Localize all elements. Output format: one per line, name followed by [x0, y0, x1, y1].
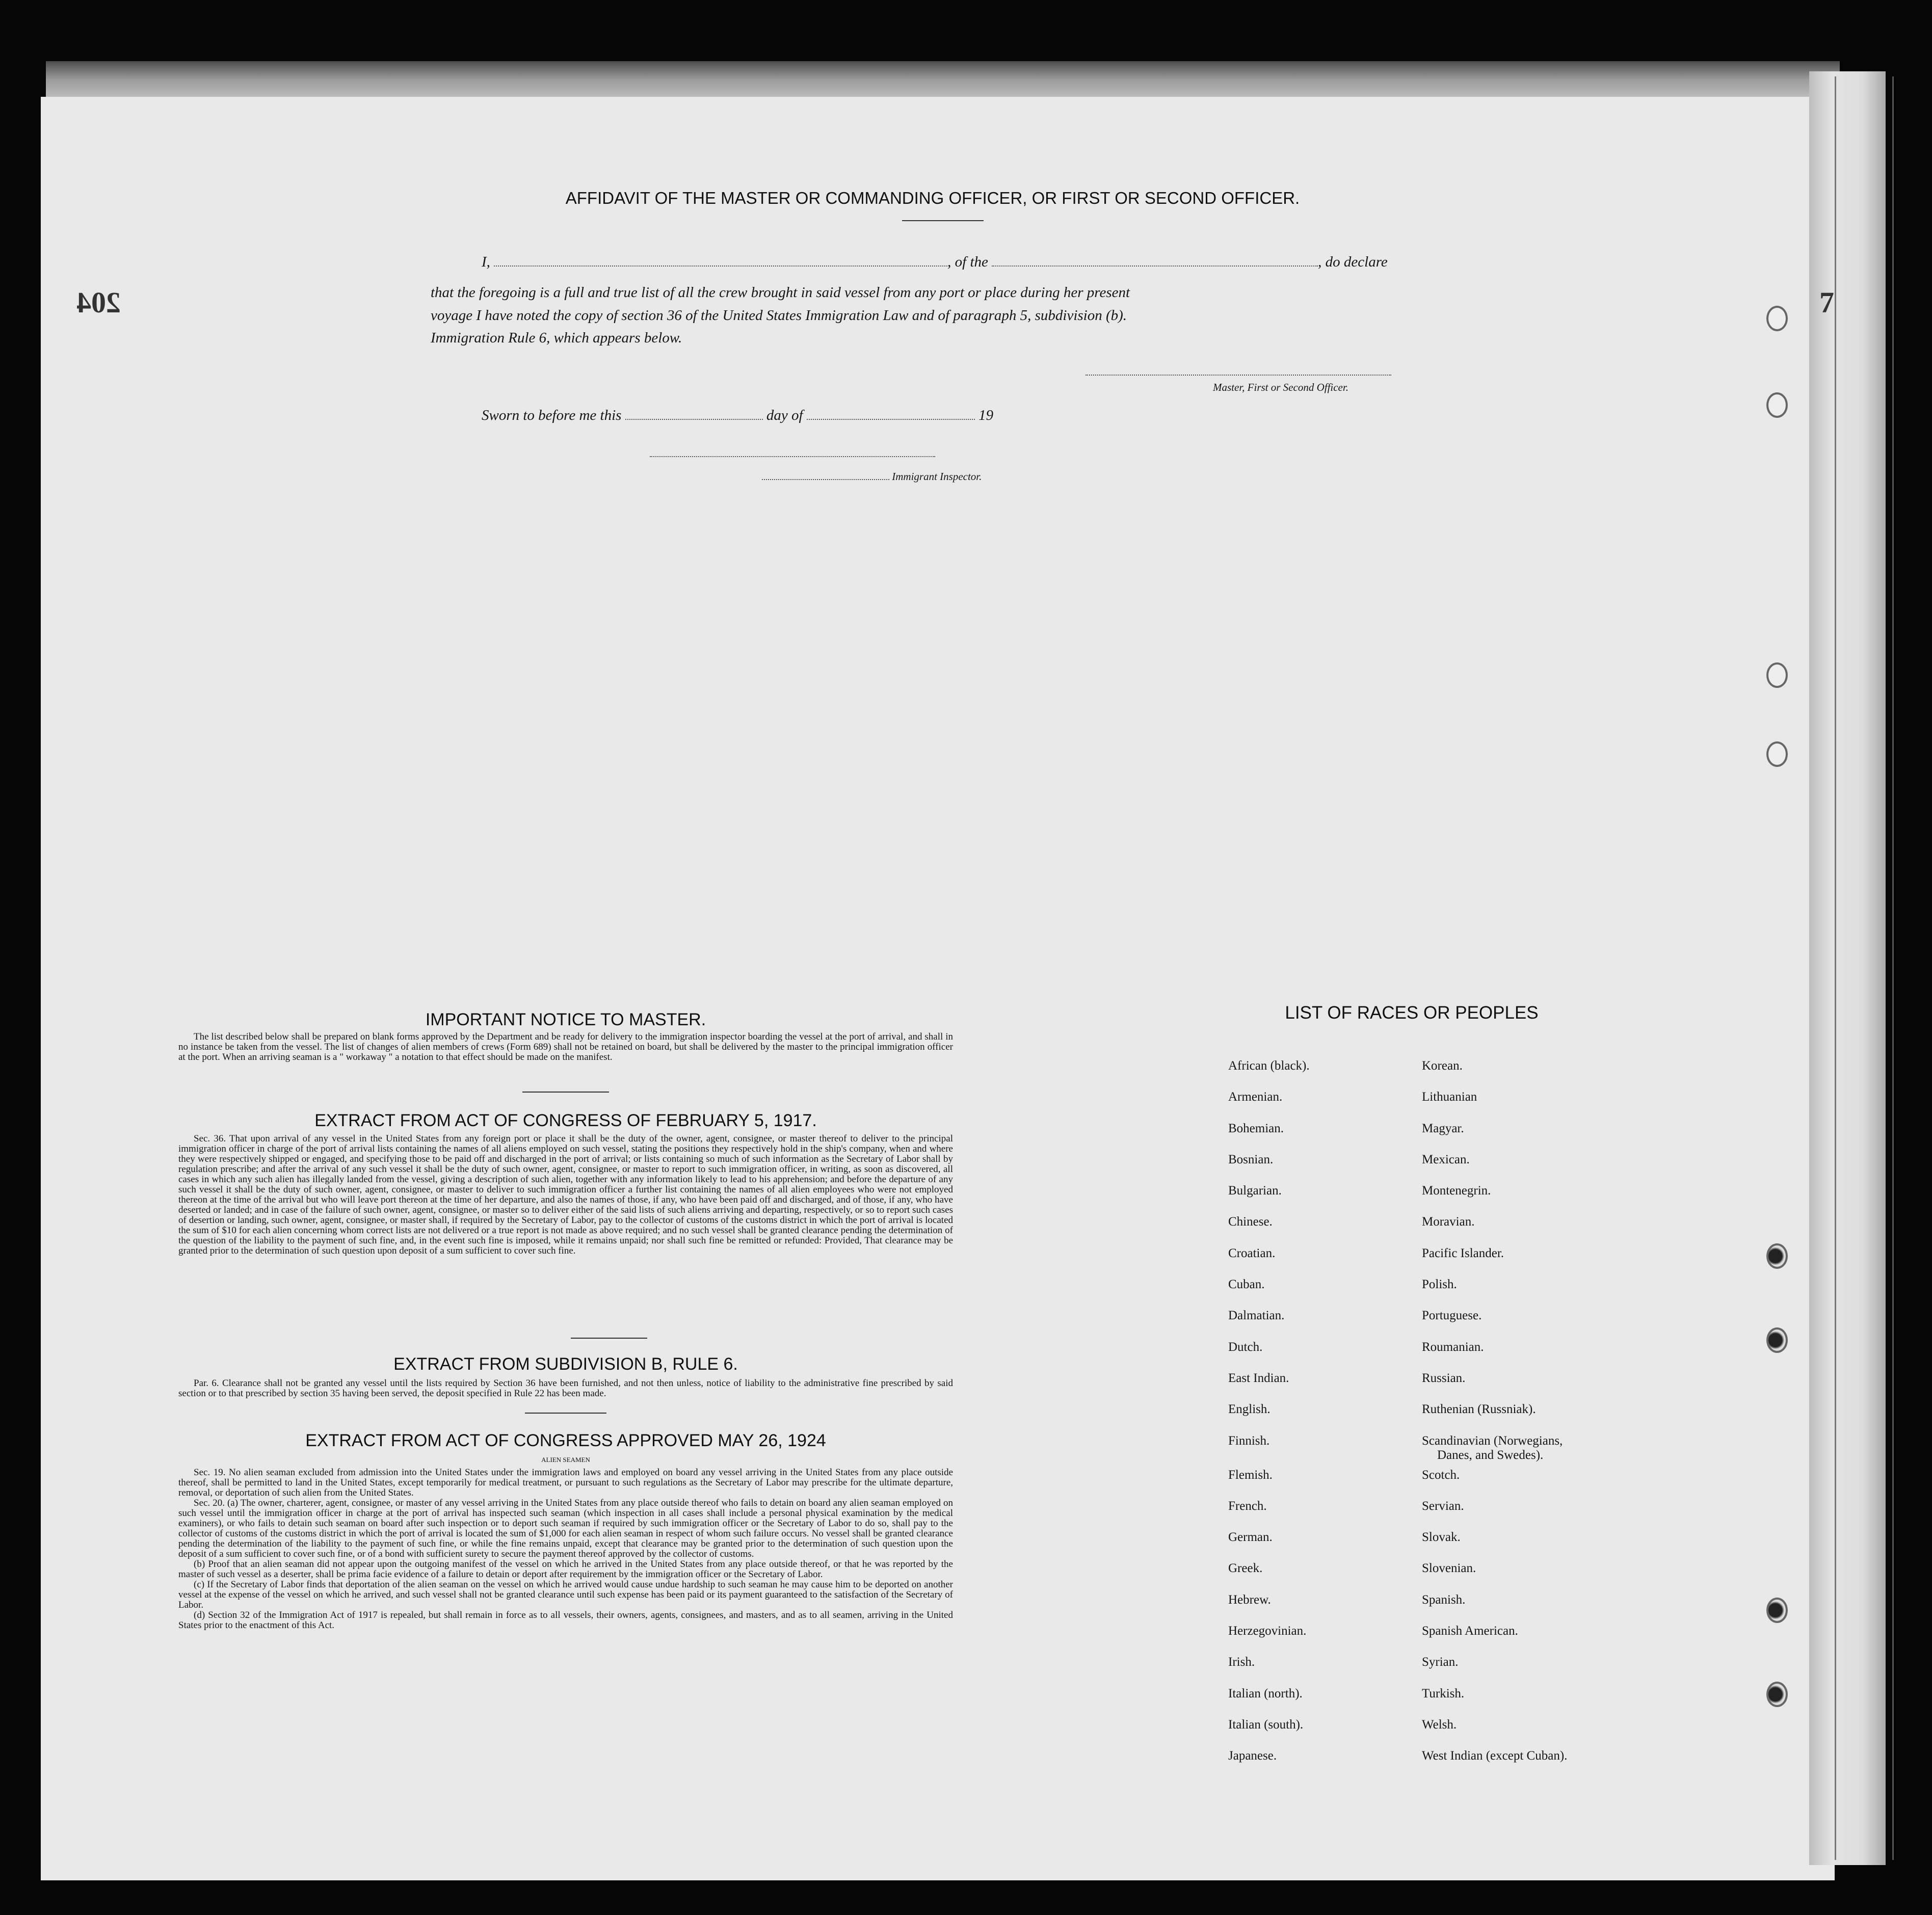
page-number-right: 7 [1819, 286, 1834, 319]
notice-paragraph: The list described below shall be prepared on blank forms approved by the Department and be ready for delivery to the immigration inspector boarding the vessel at the port of arrival, and shall in no instance be taken from the vessel. The list of changes of alien members of crews (Form 689) shall not be retained on board, but shall be delivered by the master to the principal immigration officer at the port. When an arriving seaman is a " workaway " a notation to that effect should be made on the manifest. [178, 1031, 953, 1062]
race-item: Dalmatian. [1228, 1309, 1285, 1323]
declare-label: , do declare [1318, 254, 1388, 270]
race-item: Slovak. [1422, 1530, 1461, 1545]
race-item: Turkish. [1422, 1686, 1465, 1700]
binding-hole [1766, 1598, 1788, 1623]
race-item: Greek. [1228, 1561, 1263, 1576]
race-item: German. [1228, 1530, 1273, 1545]
inspector-blank[interactable] [762, 470, 889, 480]
race-item: Pacific Islander. [1422, 1246, 1504, 1260]
extract-rule6-title: EXTRACT FROM SUBDIVISION B, RULE 6. [393, 1354, 738, 1374]
day-of-label: day of [766, 407, 803, 423]
race-item: Welsh. [1422, 1717, 1457, 1732]
race-item: Irish. [1228, 1655, 1255, 1669]
title-rule [902, 220, 984, 221]
page-number-left: 204 [76, 286, 121, 319]
race-item: Herzegovinian. [1228, 1624, 1307, 1638]
race-item: Italian (south). [1228, 1717, 1304, 1732]
inspector-signature [762, 470, 982, 483]
race-item: Spanish American. [1422, 1624, 1518, 1638]
section-rule [522, 1092, 609, 1093]
race-item: Polish. [1422, 1278, 1457, 1292]
race-item: Ruthenian (Russniak). [1422, 1402, 1536, 1417]
alien-seamen-subtitle: ALIEN SEAMEN [541, 1456, 590, 1464]
sec-19-paragraph: Sec. 19. No alien seaman excluded from admission into the United States under the immigration laws and employed on board any vessel arriving in the United States from any place outside thereof, shall be permitted to land in the United States, except temporarily for medical treatment, or pursuant to such regulations as the Secretary of Labor may prescribe for the ultimate departure, removal, or deportation of such alien from the United States. [178, 1467, 953, 1498]
notice-title: IMPORTANT NOTICE TO MASTER. [425, 1010, 706, 1029]
adjacent-page-border [1835, 76, 1894, 1860]
extract-1917-title: EXTRACT FROM ACT OF CONGRESS OF FEBRUARY 5, 1917. [314, 1111, 817, 1130]
race-item: Scandinavian (Norwegians, [1422, 1433, 1563, 1448]
inspector-caption: Immigrant Inspector. [892, 470, 982, 483]
race-item: Magyar. [1422, 1121, 1464, 1135]
sec-20c-paragraph: (c) If the Secretary of Labor finds that deportation of the alien seaman on the vessel on which he arrived would cause undue hardship to such seaman he may cause him to be deported on another vessel at the expense of the vessel on which he arrived, and such vessel shall not be granted clearance until such expense has been paid or its payment guaranteed to the satisfaction of the Secretary of Labor. [178, 1579, 953, 1610]
binding-hole [1766, 392, 1788, 418]
affidavit-line-2: that the foregoing is a full and true list of all the crew brought in said vessel from any port or place during her present [431, 284, 1130, 301]
races-left-column [1228, 1059, 1412, 1780]
race-item: Mexican. [1422, 1152, 1470, 1166]
race-item: Slovenian. [1422, 1561, 1476, 1576]
race-item: Scotch. [1422, 1468, 1460, 1482]
race-item: Armenian. [1228, 1090, 1283, 1104]
race-item: French. [1228, 1499, 1267, 1513]
sec-20d-paragraph: (d) Section 32 of the Immigration Act of 1917 is repealed, but shall remain in force as to all vessels, their owners, agents, consignees, and masters, and as to all seamen, arriving in the United States prior to the enactment of this Act. [178, 1610, 953, 1631]
section-rule [571, 1338, 647, 1339]
race-item: Syrian. [1422, 1655, 1459, 1669]
race-item: Italian (north). [1228, 1686, 1303, 1700]
of-the-label: , of the [947, 254, 988, 270]
race-item: Roumanian. [1422, 1340, 1484, 1354]
race-item: English. [1228, 1402, 1271, 1417]
race-item: Lithuanian [1422, 1090, 1477, 1104]
race-item: Montenegrin. [1422, 1184, 1491, 1198]
sworn-month-blank[interactable] [807, 407, 975, 420]
race-item: Bulgarian. [1228, 1184, 1282, 1198]
year-label: 19 [978, 407, 994, 423]
race-item-continuation: Danes, and Swedes). [1437, 1448, 1544, 1462]
race-item: West Indian (except Cuban). [1422, 1749, 1568, 1763]
race-item: Croatian. [1228, 1246, 1276, 1260]
master-signature-line[interactable] [1086, 375, 1391, 376]
race-item: Spanish. [1422, 1592, 1466, 1607]
master-signature-caption: Master, First or Second Officer. [1213, 381, 1348, 393]
binding-hole [1766, 741, 1788, 767]
races-right-column [1422, 1059, 1636, 1780]
notice-text [178, 1032, 953, 1062]
binding-hole [1766, 1327, 1788, 1353]
par-6-paragraph: Par. 6. Clearance shall not be granted any vessel until the lists required by Section 36 have been furnished, and not then unless, notice of liability to the administrative fine prescribed by said section or to that prescribed by section 35 having been served, the deposit specified in Rule 22 has been made. [178, 1378, 953, 1399]
affidavit-i-label: I, [482, 254, 490, 270]
sworn-label: Sworn to before me this [482, 407, 622, 423]
race-item: Cuban. [1228, 1278, 1265, 1292]
race-item: Chinese. [1228, 1215, 1273, 1229]
affidavit-line-4: Immigration Rule 6, which appears below. [431, 330, 682, 346]
race-item: Japanese. [1228, 1749, 1277, 1763]
binding-hole [1766, 306, 1788, 331]
inspector-line-top[interactable] [650, 456, 935, 457]
vessel-blank[interactable] [992, 253, 1318, 267]
binding-hole [1766, 662, 1788, 688]
race-item: Moravian. [1422, 1215, 1475, 1229]
race-item: Hebrew. [1228, 1592, 1271, 1607]
binding-hole [1766, 1243, 1788, 1269]
race-item: Russian. [1422, 1371, 1466, 1385]
race-item: Servian. [1422, 1499, 1464, 1513]
race-item: East Indian. [1228, 1371, 1289, 1385]
race-item-scandinavian [1422, 1434, 1636, 1468]
extract-rule6-text [178, 1378, 953, 1399]
race-item: African (black). [1228, 1059, 1310, 1073]
race-item: Korean. [1422, 1059, 1463, 1073]
races-title: LIST OF RACES OR PEOPLES [1285, 1003, 1539, 1023]
name-blank[interactable] [494, 253, 947, 267]
sec-20a-paragraph: Sec. 20. (a) The owner, charterer, agent, consignee, or master of any vessel arriving in the United States from any place outside thereof who fails to detain on board any alien seaman employed on such vessel until the immigration officer in charge at the port of arrival has inspected such seaman (which inspection in all cases shall include a personal physical examination by the medical examiners), or who fails to detain such seaman on board after such inspection or to deport such seaman if required by such immigration officer or the Secretary of Labor to do so, shall pay to the collector of customs of the customs district in which the port of arrival is located the sum of $1,000 for each alien seaman in respect of whom such failure occurs. No vessel shall be granted clearance pending the determination of the liability to the payment of such fine, or while the fine remains unpaid, except that clearance may be granted prior to the determination of such question upon the deposit of a sum sufficient to cover such fine, or of a bond with sufficient surety to secure the payment thereof approved by the collector of customs. [178, 1498, 953, 1559]
affidavit-line-3: voyage I have noted the copy of section 36 of the United States Immigration Law and of paragraph 5, subdivision (b). [431, 307, 1127, 324]
extract-1924-title: EXTRACT FROM ACT OF CONGRESS APPROVED MAY 26, 1924 [305, 1431, 826, 1450]
sworn-day-blank[interactable] [625, 407, 763, 420]
binding-hole [1766, 1682, 1788, 1707]
race-item: Bosnian. [1228, 1152, 1274, 1166]
extract-1924-text [178, 1468, 953, 1631]
race-item: Flemish. [1228, 1468, 1273, 1482]
race-item: Bohemian. [1228, 1121, 1284, 1135]
race-item: Finnish. [1228, 1433, 1270, 1448]
extract-1917-text [178, 1134, 953, 1256]
sec-36-paragraph: Sec. 36. That upon arrival of any vessel in the United States from any foreign port or place it shall be the duty of the owner, agent, consignee, or master thereof to deliver to the principal immigration officer in charge of the port of arrival lists containing the names of all aliens employed on such vessel, stating the positions they respectively hold in the ship's company, when and where they were respectively shipped or engaged, and specifying those to be paid off and discharged in the port of arrival; or lists containing so much of such information as the Secretary of Labor shall by regulation prescribe; and after the arrival of any such vessel it shall be the duty of such owner, agent, consignee, or master to report to such immigration officer, in writing, as soon as discovered, all cases in which any such alien has illegally landed from the vessel, giving a description of such alien, together with any information likely to lead to his apprehension; and before the departure of any such vessel it shall be the duty of such owner, agent, consignee, or master to deliver to such immigration officer a further list containing the names of all alien employees who were not employed thereon at the time of the arrival but who will leave port thereon at the time of her departure, and also the names of those, if any, who have been paid off and discharged, and of those, if any, who have deserted or landed; and in case of the failure of such owner, agent, consignee, or master so to deliver either of the said lists of such aliens arriving and departing, respectively, or so to report such cases of desertion or landing, such owner, agent, consignee, or master shall, if required by the Secretary of Labor, pay to the collector of customs of the customs district in which the port of arrival is located the sum of $10 for each alien concerning whom correct lists are not delivered or a true report is not made as above required; and no such vessel shall be granted clearance pending the determination of the question of the liability to the payment of such fine, and, in the event such fine is imposed, while it remains unpaid; nor shall such fine be remitted or refunded: Provided, That clearance may be granted prior to the determination of such question upon deposit of a sum sufficient to cover such fine. [178, 1133, 953, 1256]
race-item: Portuguese. [1422, 1309, 1482, 1323]
sworn-line [482, 407, 993, 424]
race-item: Dutch. [1228, 1340, 1263, 1354]
affidavit-title: AFFIDAVIT OF THE MASTER OR COMMANDING OFFICER, OR FIRST OR SECOND OFFICER. [565, 189, 1300, 207]
section-rule [525, 1413, 606, 1414]
sec-20b-paragraph: (b) Proof that an alien seaman did not appear upon the outgoing manifest of the vessel on which he arrived in the United States from any place outside thereof, or that he was reported by the master of such vessel as a deserter, shall be prima facie evidence of a failure to detain or deport after requirement by the immigration officer or the Secretary of Labor. [178, 1559, 953, 1580]
affidavit-line-1 [482, 253, 1388, 271]
